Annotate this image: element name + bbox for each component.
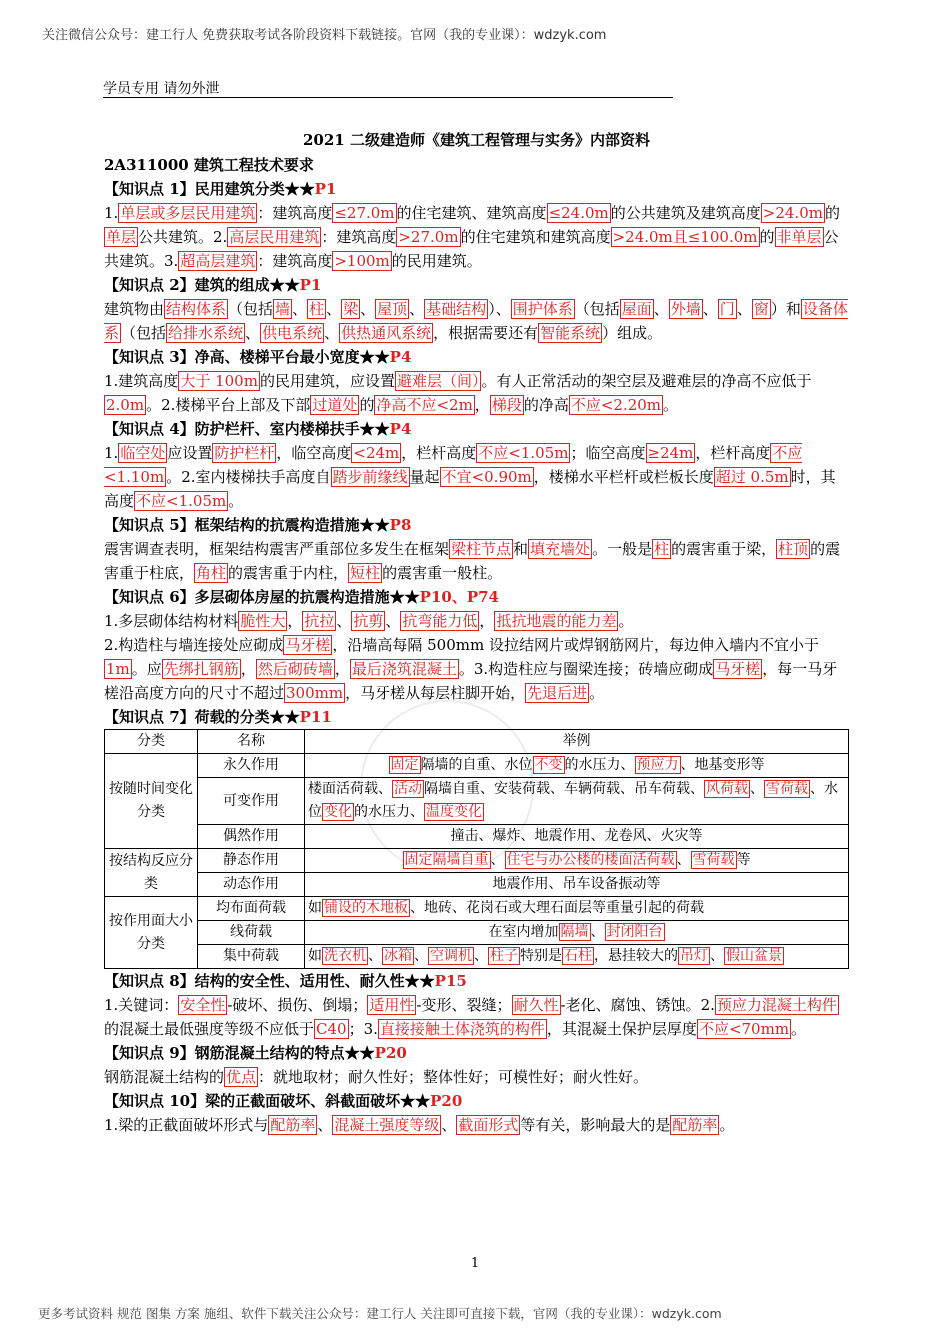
kp6-text-1: 1.多层砌体结构材料 脆性大 ， 抗拉 、 抗剪 、 抗弯能力低 ， 抵抗地震的能力差 。 [104,612,634,630]
kp6-text-2: 2.构造柱与墙连接处应砌成 马牙槎 ，沿墙高每隔 500mm 设拉结网片或焊钢筋网片，每边伸入墙内不宜小于1m 。应 先绑扎钢筋 ， 然后砌砖墙 ， 最后浇筑混凝土 。3.构造柱应与圈梁连接；砖墙应砌成 马牙槎 ，每一马牙槎沿高度方向的尺寸不超过 300mm ，马牙槎从每层柱脚开始， 先退后进 。 [104,636,838,702]
table-row [105,754,849,778]
name-cell: 集中荷载 [198,945,305,969]
kp10-text: 1.梁的正截面破坏形式与 配筋率 、 混凝土强度等级 、 截面形式 等有关，影响最大的是 配筋率 。 [104,1116,735,1134]
group-cell: 按结构反应分类 [105,849,198,897]
table-header: 举例 [305,730,849,754]
kp10-heading: 【知识点 10】梁的正截面破坏、斜截面破坏★★P20 [104,1092,463,1110]
kp5-heading: 【知识点 5】框架结构的抗震构造措施★★P8 [104,516,412,534]
group-cell: 按作用面大小分类 [105,897,198,969]
group-cell: 按随时间变化分类 [105,754,198,849]
kp1-heading: 【知识点 1】民用建筑分类★★P1 [104,180,337,198]
kp4-text: 1. 临空处 应设置 防护栏杆 ，临空高度 <24m ，栏杆高度 不应<1.05m ；临空高度 ≥24m ，栏杆高度 不应<1.10m 。2.室内楼梯扶手高度自 踏步前缘线 量起 不宜<0.90m ，楼梯水平栏杆或栏板长度 超过 0.5m 时，其高度 不应<1.05m 。 [104,444,836,510]
name-cell: 偶然作用 [198,825,305,849]
example-cell: 楼面活荷载、 活动 隔墙自重、安装荷载、车辆荷载、吊车荷载、 风荷载 、 雪荷载 、水位 变化 的水压力、 温度变化 [305,778,849,825]
example-cell: 地震作用、吊车设备振动等 [305,873,849,897]
document-body [104,128,849,1137]
table-row [105,825,849,849]
name-cell: 动态作用 [198,873,305,897]
kp1-text: 1. 单层或多层民用建筑 ：建筑高度 ≤27.0m 的住宅建筑、建筑高度 ≤24.0m 的公共建筑及建筑高度 >24.0m 的单层 公共建筑。2. 高层民用建筑 ：建筑高度 >27.0m 的住宅建筑和建筑高度 >24.0m且≤100.0m 的 非单层 公共建筑。3. 超高层建筑 ：建筑高度 >100m 的民用建筑。 [104,204,840,270]
table-header: 分类 [105,730,198,754]
load-classification-table [104,729,849,969]
table-header: 名称 [198,730,305,754]
table-row [105,897,849,921]
kp9-text: 钢筋混凝土结构的 优点 ：就地取材；耐久性好；整体性好；可模性好；耐火性好。 [104,1068,649,1086]
example-cell: 如 铺设的木地板 、地砖、花岗石或大理石面层等重量引起的荷载 [305,897,849,921]
kp2-text: 建筑物由 结构体系 （包括 墙 、 柱 、 梁 、 屋顶 、 基础结构 ）、 围护体系 （包括 屋面 、 外墙 、 门 、 窗 ）和 设备体系 （包括 给排水系统 、 供电系统 、 供热通风系统 ，根据需要还有 智能系统 ）组成。 [104,300,848,342]
name-cell: 线荷载 [198,921,305,945]
example-cell: 如 洗衣机 、 冰箱 、 空调机 、 柱子 特别是 石柱 ，悬挂较大的 吊灯 、 假山盆景 [305,945,849,969]
kp5-text: 震害调查表明，框架结构震害严重部位多发生在框架 梁柱节点 和 填充墙处 。一般是 柱 的震害重于梁， 柱顶 的震害重于柱底， 角柱 的震害重于内柱， 短柱 的震害重一般柱。 [104,540,841,582]
student-note: 学员专用 请勿外泄 [103,81,220,97]
footer-notice: 更多考试资料 规范 图集 方案 施组、软件下载关注公众号：建工行人 关注即可直接下载，官网（我的专业课）：wdzyk.com [38,1306,722,1321]
page-number: 1 [470,1256,480,1271]
name-cell: 均布面荷载 [198,897,305,921]
kp9-heading: 【知识点 9】钢筋混凝土结构的特点★★P20 [104,1044,407,1062]
kp4-heading: 【知识点 4】防护栏杆、室内楼梯扶手★★P4 [104,420,412,438]
example-cell: 固定隔墙自重 、 住宅与办公楼的楼面活荷载 、 雪荷载 等 [305,849,849,873]
kp6-heading: 【知识点 6】多层砌体房屋的抗震构造措施★★P10、P74 [104,588,499,606]
table-header-row [105,730,849,754]
top-notice: 关注微信公众号：建工行人 免费获取考试各阶段资料下载链接。官网（我的专业课）：wdzyk.com [42,28,607,43]
kp3-heading: 【知识点 3】净高、楼梯平台最小宽度★★P4 [104,348,412,366]
section-code: 2A311000 建筑工程技术要求 [104,156,314,174]
kp7-heading: 【知识点 7】荷载的分类★★P11 [104,708,332,726]
header-divider [103,97,673,98]
name-cell: 永久作用 [198,754,305,778]
example-cell: 固定 隔墙的自重、水位 不变 的水压力、 预应力 、地基变形等 [305,754,849,778]
example-cell: 撞击、爆炸、地震作用、龙卷风、火灾等 [305,825,849,849]
kp8-heading: 【知识点 8】结构的安全性、适用性、耐久性★★P15 [104,972,467,990]
table-row [105,778,849,825]
example-cell: 在室内增加 隔墙 、 封闭阳台 [305,921,849,945]
table-row [105,945,849,969]
name-cell: 静态作用 [198,849,305,873]
table-row [105,873,849,897]
name-cell: 可变作用 [198,778,305,825]
kp3-text: 1.建筑高度 大于 100m 的民用建筑，应设置 避难层（间） 。有人正常活动的架空层及避难层的净高不应低于2.0m 。2.楼梯平台上部及下部 过道处 的 净高不应<2m ， 梯段 的净高 不应<2.20m 。 [104,372,812,414]
document-title: 2021 二级建造师《建筑工程管理与实务》内部资料 [303,131,650,149]
kp8-text: 1.关键词： 安全性 -破坏、损伤、倒塌； 适用性 -变形、裂缝； 耐久性 -老化、腐蚀、锈蚀。2. 预应力混凝土构件的混凝土最低强度等级不应低于 C40 ；3. 直接接触土体浇筑的构件 ，其混凝土保护层厚度 不应<70mm 。 [104,996,837,1038]
table-row [105,921,849,945]
kp2-heading: 【知识点 2】建筑的组成★★P1 [104,276,322,294]
table-row [105,849,849,873]
